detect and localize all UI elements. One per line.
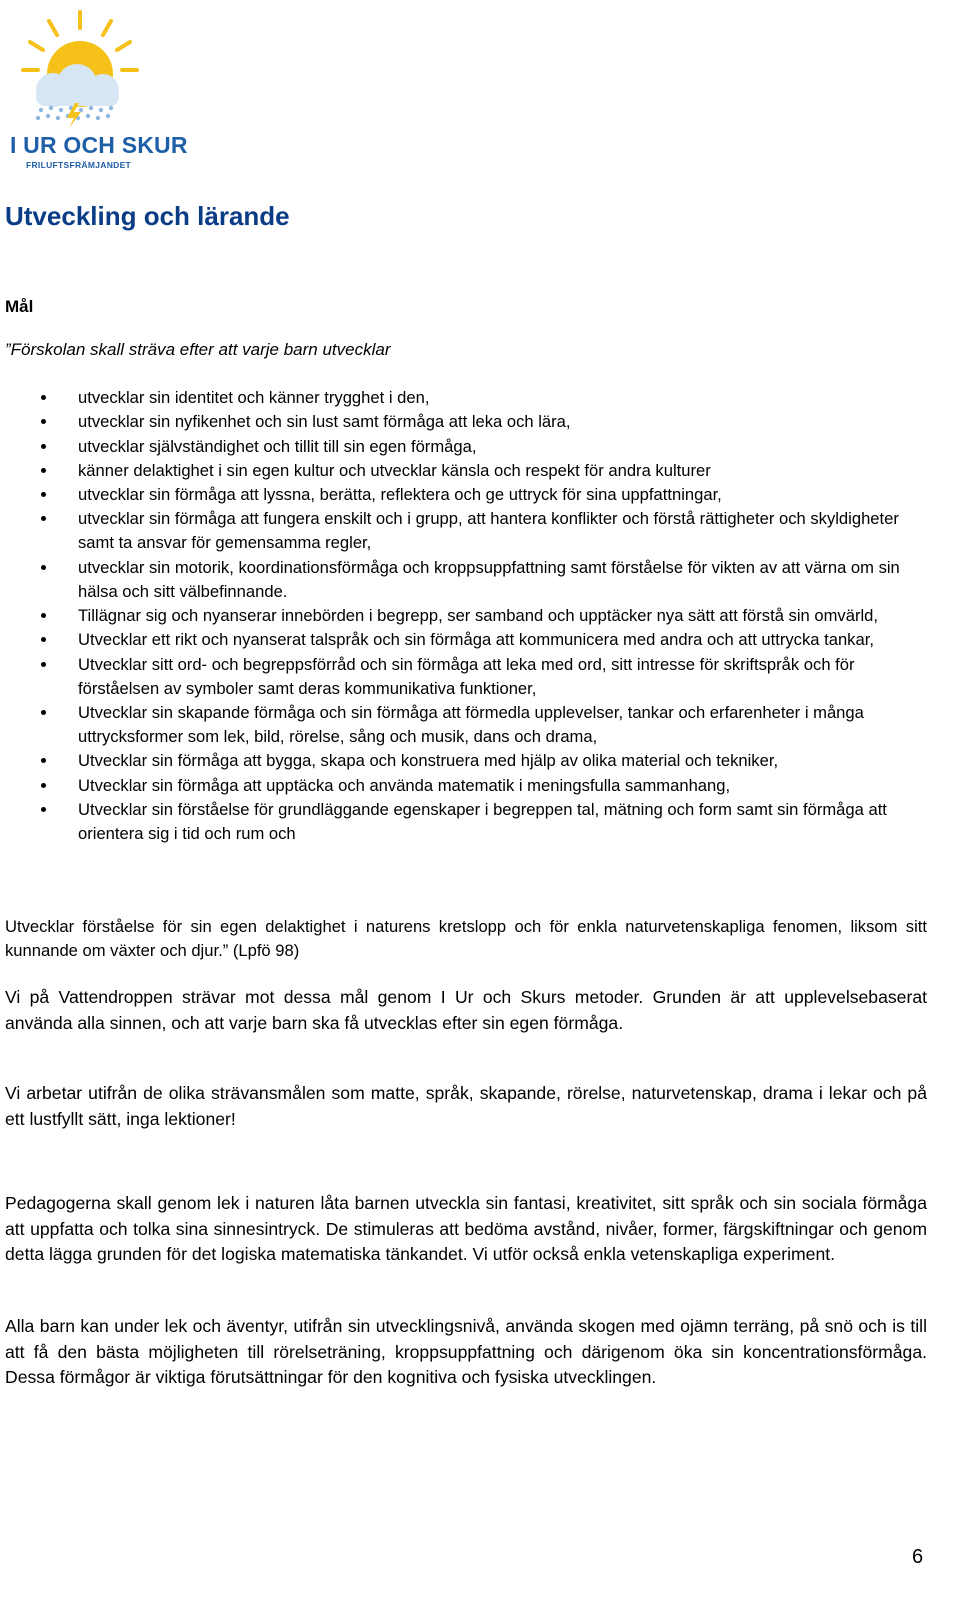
goal-heading: Mål [5, 297, 34, 316]
list-item [5, 749, 935, 773]
list-item [5, 798, 935, 846]
paragraph-pedagogues: Pedagogerna skall genom lek i naturen låta barnen utveckla sin fantasi, kreativitet, sitt språk och sin sociala förmåga att uppfatta och tolka sina sinnesintryck. De stimuleras att bedöma avstånd, nivåer, former, färgskiftningar och genom detta lägga grunden för det logiska matematiska tänkandet. Vi utför också enkla vetenskapliga experiment. [5, 1193, 927, 1264]
list-item [5, 435, 935, 459]
list-item [5, 653, 935, 701]
list-item [5, 556, 935, 604]
list-item-text: Utvecklar sin förståelse för grundläggande egenskaper i begreppen tal, mätning och form samt sin förmåga att orientera sig i tid och rum och [78, 799, 887, 843]
list-item [5, 604, 935, 628]
list-item [5, 701, 935, 749]
goal-list [5, 386, 935, 846]
bullet-icon [41, 662, 46, 667]
quote-intro: ”Förskolan skall sträva efter att varje barn utvecklar [5, 340, 391, 359]
bullet-icon [41, 783, 46, 788]
quote-closing: Utvecklar förståelse för sin egen delaktighet i naturens kretslopp och för enkla naturvetenskapliga fenomen, liksom sitt kunnande om växter och djur.” (Lpfö 98) [5, 917, 927, 960]
list-item [5, 386, 935, 410]
list-item-text: utvecklar sin nyfikenhet och sin lust samt förmåga att leka och lära, [78, 412, 571, 432]
bullet-icon [41, 565, 46, 570]
list-item [5, 507, 935, 555]
list-item-text: utvecklar sin identitet och känner trygghet i den, [78, 388, 430, 407]
list-item-text: utvecklar sin förmåga att fungera enskilt och i grupp, att hantera konflikter och förstå rättigheter och skyldigheter samt ta ansvar för gemensamma regler, [78, 509, 899, 553]
bullet-icon [41, 395, 46, 400]
bullet-icon [41, 807, 46, 812]
bullet-icon [41, 710, 46, 715]
paragraph-methods: Vi på Vattendroppen strävar mot dessa mål genom I Ur och Skurs metoder. Grunden är att upplevelsebaserat använda alla sinnen, och att varje barn ska få utvecklas efter sin egen förmåga. [5, 987, 927, 1033]
bullet-icon [41, 492, 46, 497]
list-item-text: Utvecklar sitt ord- och begreppsförråd och sin förmåga att leka med ord, sitt intresse för skriftspråk och för förståelsen av symboler samt deras kommunikativa funktioner, [78, 654, 855, 698]
paragraph-adventure: Alla barn kan under lek och äventyr, utifrån sin utvecklingsnivå, använda skogen med ojämn terräng, på snö och is till att få den bästa möjligheten till rörelseträning, kroppsuppfattning och därigenom öka sin koncentrationsförmåga. Dessa förmågor är viktiga förutsättningar för den kognitiva och fysiska utvecklingen. [5, 1316, 927, 1387]
list-item [5, 483, 935, 507]
page-title: Utveckling och lärande [5, 201, 290, 231]
logo-title: I UR OCH SKUR [10, 132, 188, 158]
paragraph-working: Vi arbetar utifrån de olika strävansmålen som matte, språk, skapande, rörelse, naturvetenskap, drama i lekar och på ett lustfyllt sätt, inga lektioner! [5, 1083, 927, 1129]
logo [5, 8, 188, 170]
bullet-icon [41, 758, 46, 763]
bullet-icon [41, 444, 46, 449]
list-item-text: utvecklar självständighet och tillit till sin egen förmåga, [78, 436, 477, 456]
list-item-text: Utvecklar sin skapande förmåga och sin förmåga att förmedla upplevelser, tankar och erfarenheter i många uttrycksformer som lek, bild, rörelse, sång och musik, dans och drama, [78, 702, 864, 746]
list-item-text: Tillägnar sig och nyanserar innebörden i begrepp, ser samband och upptäcker nya sätt att förstå sin omvärld, [78, 606, 879, 626]
list-item-text: utvecklar sin förmåga att lyssna, berätta, reflektera och ge uttryck för sina uppfattningar, [78, 485, 722, 505]
bullet-icon [41, 516, 46, 521]
bullet-icon [41, 419, 46, 424]
bullet-icon [41, 613, 46, 618]
list-item [5, 459, 935, 483]
page-number: 6 [912, 1546, 924, 1568]
list-item-text: Utvecklar sin förmåga att upptäcka och använda matematik i meningsfulla sammanhang, [78, 775, 731, 795]
bullet-icon [41, 468, 46, 473]
list-item-text: Utvecklar sin förmåga att bygga, skapa och konstruera med hjälp av olika material och tekniker, [78, 751, 779, 771]
list-item-text: Utvecklar ett rikt och nyanserat talspråk och sin förmåga att kommunicera med andra och att uttrycka tankar, [78, 630, 874, 650]
bullet-icon [41, 637, 46, 642]
logo-subtitle: FRILUFTSFRÄMJANDET [26, 160, 132, 170]
list-item [5, 410, 935, 434]
list-item-text: utvecklar sin motorik, koordinationsförmåga och kroppsuppfattning samt förståelse för vikten av att värna om sin hälsa och sitt välbefinnande. [78, 557, 900, 601]
list-item [5, 628, 935, 652]
list-item-text: känner delaktighet i sin egen kultur och utvecklar känsla och respekt för andra kulturer [78, 460, 711, 480]
list-item [5, 774, 935, 798]
